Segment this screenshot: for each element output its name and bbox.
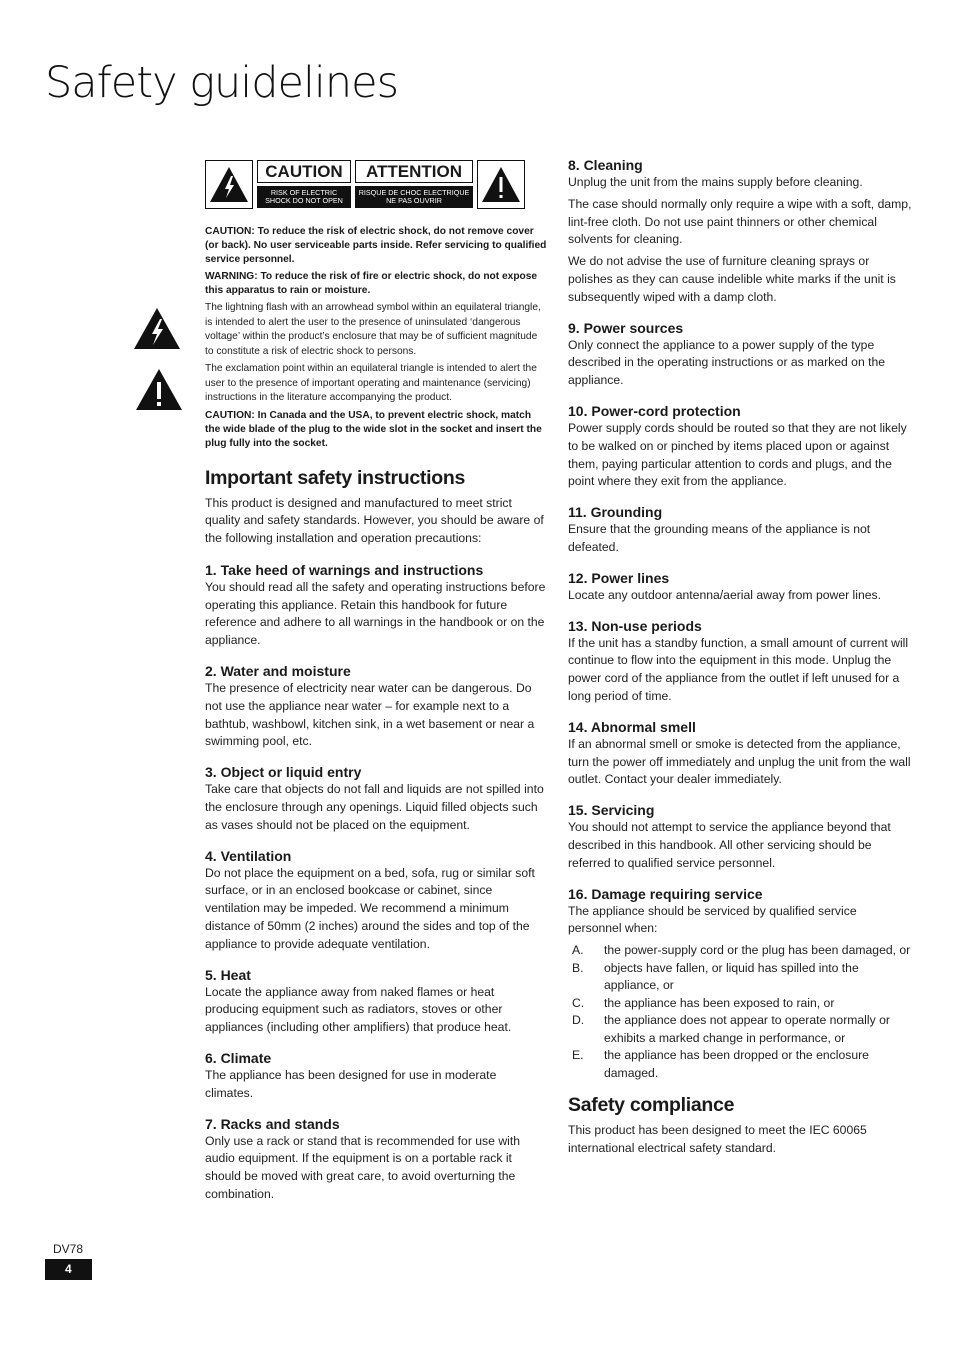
- page-title: Safety guidelines: [45, 58, 398, 108]
- section: [205, 764, 547, 834]
- model-label: DV78: [53, 1242, 84, 1256]
- section-title: 9. Power sources: [568, 319, 684, 336]
- section: [568, 320, 913, 390]
- exclamation-triangle-icon: [481, 166, 521, 203]
- section-paragraph: If an abnormal smell or smoke is detected from the appliance, turn the power off immediately and unplug the unit from the wall outlet. Contact your dealer immediately.: [568, 736, 911, 787]
- section: [568, 618, 913, 706]
- section: [205, 1050, 547, 1103]
- lightning-triangle-icon: [209, 166, 249, 203]
- section: [568, 719, 913, 789]
- list-item-text: the appliance does not appear to operate normally or exhibits a marked change in performance, or: [604, 1013, 890, 1045]
- caution-label-title: CAUTION: [257, 160, 351, 183]
- list-item: [568, 942, 913, 960]
- compliance-text: This product has been designed to meet the IEC 60065 international electrical safety standard.: [568, 1123, 867, 1155]
- section-paragraph: The presence of electricity near water can be dangerous. Do not use the appliance near water – for example next to a bathtub, washbowl, kitchen sink, in a wet basement or near a swimming pool, etc.: [205, 681, 535, 749]
- caution-label-subtext: RISK OF ELECTRIC SHOCK DO NOT OPEN: [257, 186, 351, 208]
- section-title: 7. Racks and stands: [205, 1115, 340, 1132]
- list-item-letter: E.: [572, 1048, 584, 1063]
- section-title: 6. Climate: [205, 1050, 272, 1067]
- damage-intro: The appliance should be serviced by qualified service personnel when:: [568, 903, 857, 936]
- section: [205, 663, 547, 751]
- section-paragraph: Power supply cords should be routed so that they are not likely to be walked on or pinched by items placed upon or against them, paying particular attention to cords and plugs, and the point where they exit from the appliance.: [568, 420, 907, 489]
- section-title: 11. Grounding: [568, 504, 663, 521]
- section: [568, 570, 913, 605]
- plug-caution-note: CAUTION: In Canada and the USA, to prevent electric shock, match the wide blade of the plug to the wide slot in the socket and insert the plug fully into the socket.: [205, 409, 542, 449]
- section-title: 4. Ventilation: [205, 847, 292, 864]
- section-title: 3. Object or liquid entry: [205, 764, 362, 781]
- exclamation-warning-icon: [135, 368, 183, 411]
- section-paragraph: Locate any outdoor antenna/aerial away from power lines.: [568, 587, 882, 602]
- list-item-text: objects have fallen, or liquid has spilled into the appliance, or: [604, 960, 859, 993]
- section-title: 8. Cleaning: [568, 157, 643, 173]
- list-item: [568, 1047, 913, 1082]
- section: [568, 157, 913, 307]
- attention-label-title: ATTENTION: [355, 160, 473, 183]
- list-item-text: the power-supply cord or the plug has been damaged, or: [604, 943, 911, 958]
- section-paragraph: We do not advise the use of furniture cleaning sprays or polishes as they can cause indelible white marks if the unit is subsequently wiped with a damp cloth.: [568, 254, 896, 304]
- section-paragraph: You should read all the safety and operating instructions before operating this appliance. Retain this handbook for future reference and adhere to all warnings in the handbook or on the appliance.: [205, 579, 546, 648]
- section-paragraph: Unplug the unit from the mains supply before cleaning.: [568, 175, 863, 189]
- section-title: 15. Servicing: [568, 802, 655, 819]
- damage-section: [568, 886, 913, 1083]
- section-title: 13. Non-use periods: [568, 617, 702, 634]
- section-paragraph: Do not place the equipment on a bed, sofa, rug or similar soft surface, or in an enclosed bookcase or cabinet, since ventilation may be impeded. We recommend a minimum distance of 50mm (2 inches) around the sides and top of the appliance to provide adequate ventilation.: [205, 865, 535, 951]
- section-title: 2. Water and moisture: [205, 663, 351, 680]
- section: [205, 967, 547, 1037]
- right-sections: [568, 157, 913, 873]
- warning-note: WARNING: To reduce the risk of fire or electric shock, do not expose this apparatus to rain or moisture.: [205, 271, 538, 296]
- section-paragraph: Only use a rack or stand that is recommended for use with audio equipment. If the equipment is on a portable rack it should be moved with great care, to avoid overturning the combination.: [205, 1133, 520, 1202]
- compliance-heading: Safety compliance: [568, 1094, 735, 1117]
- section: [568, 504, 913, 557]
- list-item-letter: D.: [572, 1013, 585, 1028]
- attention-label-subtext: RISQUE DE CHOC ELECTRIQUE NE PAS OUVRIR: [355, 186, 473, 208]
- section-paragraph: The appliance has been designed for use in moderate climates.: [205, 1068, 497, 1100]
- list-item: [568, 1012, 913, 1047]
- list-item-text: the appliance has been dropped or the enclosure damaged.: [604, 1048, 869, 1080]
- caution-label: [257, 160, 351, 211]
- section-paragraph: The case should normally only require a wipe with a soft, damp, lint-free cloth. Do not use paint thinners or other chemical solvents for cleaning.: [568, 196, 912, 247]
- list-item-letter: A.: [572, 943, 584, 958]
- section-title: 5. Heat: [205, 966, 251, 983]
- list-item: [568, 960, 913, 995]
- important-heading: Important safety instructions: [205, 466, 466, 489]
- section-title: 1. Take heed of warnings and instructions: [205, 561, 484, 578]
- exclamation-triangle-frame: [477, 160, 525, 209]
- left-sections: [205, 562, 547, 1204]
- left-column: [205, 160, 547, 1204]
- section-paragraph: You should not attempt to service the appliance beyond that described in this handbook. All other servicing should be referred to qualified service personnel.: [568, 820, 891, 870]
- important-intro: This product is designed and manufactured to meet strict quality and safety standards. However, you should be aware of the following installation and operation precautions:: [205, 495, 544, 546]
- page-number: 4: [45, 1259, 92, 1280]
- section: [205, 1116, 547, 1204]
- section: [568, 802, 913, 872]
- section-paragraph: Only connect the appliance to a power supply of the type described in the operating instructions or as marked on the appliance.: [568, 337, 886, 388]
- caution-label-box: [205, 160, 547, 211]
- list-item-letter: C.: [572, 995, 585, 1010]
- list-item: [568, 995, 913, 1013]
- section-paragraph: Ensure that the grounding means of the appliance is not defeated.: [568, 522, 871, 554]
- damage-list: [568, 942, 913, 1082]
- section-title: 12. Power lines: [568, 569, 670, 586]
- section-title: 14. Abnormal smell: [568, 718, 696, 735]
- caution-note: CAUTION: To reduce the risk of electric shock, do not remove cover (or back). No user serviceable parts inside. Refer servicing to qualified service personnel.: [205, 226, 547, 265]
- list-item-letter: B.: [572, 960, 584, 975]
- exclamation-explanation: The exclamation point within an equilateral triangle is intended to alert the user to the presence of important operating and maintenance (servicing) instructions in the literature accompanying the product.: [205, 363, 537, 403]
- section: [205, 562, 547, 650]
- section: [205, 848, 547, 954]
- section-title: 10. Power-cord protection: [568, 402, 741, 419]
- lightning-triangle-frame: [205, 160, 253, 209]
- section: [568, 403, 913, 491]
- page-footer: [45, 1239, 92, 1280]
- right-column: [568, 157, 913, 1158]
- damage-title: 16. Damage requiring service: [568, 885, 763, 902]
- lightning-explanation: The lightning flash with an arrowhead symbol within an equilateral triangle, is intended to alert the user to the presence of uninsulated ‘dangerous voltage’ within the product’s enclosure that may be of sufficient magnitude to constitute a risk of electric shock to persons.: [205, 302, 541, 357]
- lightning-warning-icon: [133, 307, 181, 350]
- section-paragraph: Locate the appliance away from naked flames or heat producing equipment such as radiators, stoves or other appliances (including other amplifiers) that produce heat.: [205, 984, 512, 1035]
- list-item-text: the appliance has been exposed to rain, or: [604, 995, 835, 1010]
- section-paragraph: If the unit has a standby function, a small amount of current will continue to flow into the equipment in this mode. Unplug the power cord of the appliance from the outlet if left unused for a long period of time.: [568, 635, 909, 703]
- caution-notes: [205, 225, 547, 451]
- section-paragraph: Take care that objects do not fall and liquids are not spilled into the enclosure through any openings. Liquid filled objects such as vases should not be placed on the equipment.: [205, 782, 544, 832]
- attention-label: [355, 160, 473, 211]
